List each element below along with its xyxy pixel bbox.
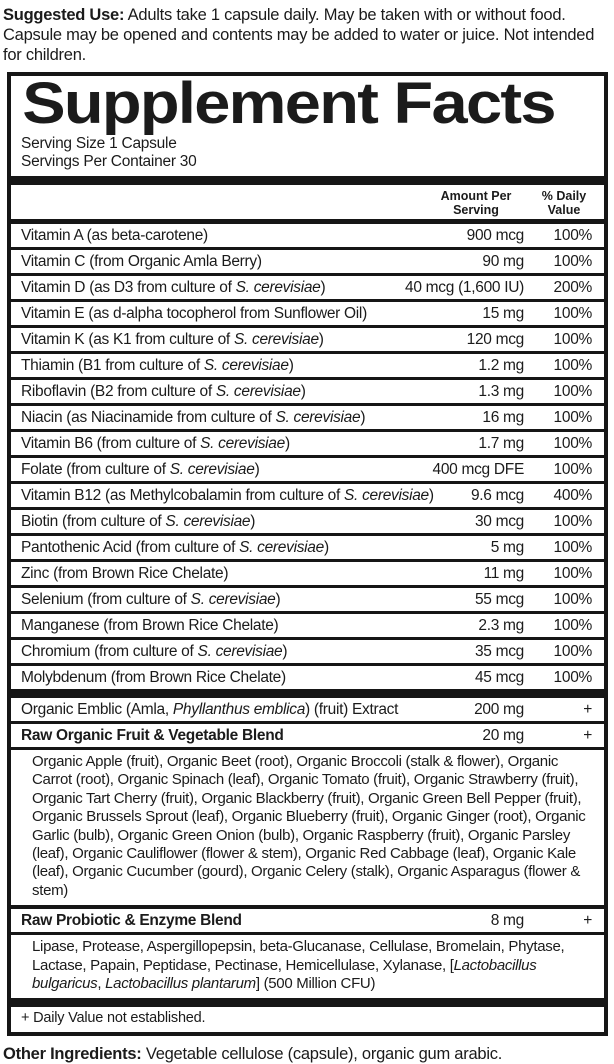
ingredient-row-amount: 200 mg: [474, 701, 524, 718]
nutrient-row-daily-value: 100%: [553, 357, 592, 374]
column-header-amount: Amount Per Serving: [440, 189, 512, 217]
nutrient-row-daily-value: 400%: [553, 487, 592, 504]
nutrient-row-amount: 11 mg: [483, 565, 524, 582]
divider-bar-bottom: [11, 998, 604, 1007]
blend-table: [11, 698, 604, 998]
nutrient-row-amount: 16 mg: [482, 409, 524, 426]
nutrient-row-amount: 2.3 mg: [478, 617, 524, 634]
nutrient-row-daily-value: 100%: [553, 253, 592, 270]
nutrient-row: [11, 403, 604, 429]
nutrient-row-amount: 120 mcg: [466, 331, 524, 348]
suggested-use-label: Suggested Use:: [3, 6, 125, 24]
nutrient-row: [11, 429, 604, 455]
nutrient-row-amount: 55 mcg: [474, 591, 524, 608]
nutrient-row-name: Vitamin B12 (as Methylcobalamin from culture of S. cerevisiae): [21, 487, 434, 504]
nutrient-row: [11, 224, 604, 247]
nutrient-row-amount: 30 mcg: [474, 513, 524, 530]
daily-value-footnote: + Daily Value not established.: [21, 1010, 206, 1027]
other-ingredients: [0, 1041, 614, 1064]
nutrient-row-daily-value: 100%: [553, 591, 592, 608]
nutrient-row: [11, 481, 604, 507]
ingredient-row-daily-value: +: [583, 912, 592, 930]
nutrient-row-daily-value: 100%: [553, 539, 592, 556]
nutrient-row: [11, 663, 604, 689]
nutrient-row-daily-value: 100%: [553, 513, 592, 530]
nutrient-row: [11, 611, 604, 637]
nutrient-row-daily-value: 100%: [553, 409, 592, 426]
nutrient-row-amount: 1.3 mg: [478, 383, 524, 400]
nutrient-row: [11, 299, 604, 325]
panel-title: Supplement Facts: [22, 72, 555, 136]
nutrient-row-amount: 400 mcg DFE: [432, 461, 524, 478]
nutrient-row-amount: 35 mcg: [474, 643, 524, 660]
other-ingredients-label: Other Ingredients:: [3, 1045, 142, 1064]
nutrient-row-name: Folate (from culture of S. cerevisiae): [21, 461, 260, 478]
nutrient-row-daily-value: 100%: [553, 435, 592, 452]
nutrient-row-daily-value: 100%: [553, 565, 592, 582]
nutrient-row-daily-value: 100%: [553, 227, 592, 244]
divider-bar-top: [11, 176, 604, 185]
table-header: [11, 185, 604, 224]
nutrient-row-daily-value: 200%: [553, 279, 592, 296]
nutrient-row-daily-value: 100%: [553, 383, 592, 400]
nutrient-row-name: Selenium (from culture of S. cerevisiae): [21, 591, 281, 608]
nutrient-row-name: Vitamin B6 (from culture of S. cerevisiae): [21, 435, 290, 452]
nutrient-row-amount: 90 mg: [482, 253, 524, 270]
nutrient-row-daily-value: 100%: [553, 643, 592, 660]
nutrient-row-daily-value: 100%: [553, 305, 592, 322]
nutrient-row: [11, 325, 604, 351]
nutrient-row-name: Vitamin E (as d-alpha tocopherol from Sunflower Oil): [21, 305, 367, 322]
column-header-daily-value: % Daily Value: [541, 189, 587, 217]
nutrient-row: [11, 585, 604, 611]
ingredient-row-name: Raw Probiotic & Enzyme Blend: [21, 912, 242, 930]
nutrient-row-amount: 1.7 mg: [478, 435, 524, 452]
nutrient-row: [11, 559, 604, 585]
nutrient-row-daily-value: 100%: [553, 461, 592, 478]
nutrient-row-amount: 45 mcg: [474, 669, 524, 686]
blend-ingredients-list: Organic Apple (fruit), Organic Beet (root), Organic Broccoli (stalk & flower), Organic Carrot (root), Organic Spinach (leaf), Organic Tomato (fruit), Organic Strawberry (fruit), Organic Tart Cherry (fruit), Organic Blackberry (fruit), Organic Green Bell Pepper (fruit), Organic Brussels Sprout (leaf), Organic Blueberry (fruit), Organic Ginger (root), Organic Garlic (bulb), Organic Green Onion (bulb), Organic Raspberry (fruit), Organic Parsley (leaf), Organic Cauliflower (flower & stem), Organic Red Cabbage (leaf), Organic Kale (leaf), Organic Cucumber (gourd), Organic Celery (stalk), Organic Asparagus (flower & stem): [11, 747, 604, 905]
nutrient-row-name: Thiamin (B1 from culture of S. cerevisiae): [21, 357, 294, 374]
nutrient-row-name: Zinc (from Brown Rice Chelate): [21, 565, 229, 582]
ingredient-row-name: Organic Emblic (Amla, Phyllanthus emblica) (fruit) Extract: [21, 701, 399, 718]
nutrient-row: [11, 247, 604, 273]
ingredient-row: [11, 721, 604, 747]
nutrient-row-name: Biotin (from culture of S. cerevisiae): [21, 513, 256, 530]
ingredient-row-amount: 8 mg: [490, 912, 524, 930]
nutrient-row-amount: 15 mg: [482, 305, 524, 322]
suggested-use-text: Adults take 1 capsule daily. May be taken with or without food. Capsule may be opened and contents may be added to water or juice. Not intended for children.: [3, 6, 595, 64]
nutrient-row: [11, 637, 604, 663]
nutrient-row-daily-value: 100%: [553, 331, 592, 348]
servings-per-container: Servings Per Container 30: [21, 153, 197, 170]
nutrient-row-amount: 40 mcg (1,600 IU): [405, 279, 524, 296]
ingredient-row: [11, 905, 604, 932]
nutrient-row: [11, 377, 604, 403]
ingredient-row: [11, 698, 604, 721]
nutrient-row-daily-value: 100%: [553, 617, 592, 634]
ingredient-row-amount: 20 mg: [482, 727, 524, 744]
serving-size: Serving Size 1 Capsule: [21, 135, 177, 152]
nutrient-row-name: Molybdenum (from Brown Rice Chelate): [21, 669, 286, 686]
nutrient-row-amount: 5 mg: [490, 539, 524, 556]
suggested-use: [0, 0, 614, 71]
nutrient-row-name: Chromium (from culture of S. cerevisiae): [21, 643, 288, 660]
ingredient-row-name: Raw Organic Fruit & Vegetable Blend: [21, 727, 284, 744]
nutrient-row-name: Vitamin A (as beta-carotene): [21, 227, 208, 244]
nutrient-row-name: Vitamin K (as K1 from culture of S. cerevisiae): [21, 331, 324, 348]
nutrient-row-name: Vitamin D (as D3 from culture of S. cerevisiae): [21, 279, 326, 296]
nutrient-row: [11, 507, 604, 533]
other-ingredients-text: Vegetable cellulose (capsule), organic gum arabic.: [145, 1045, 503, 1064]
nutrient-row: [11, 351, 604, 377]
nutrient-row: [11, 533, 604, 559]
ingredient-row-daily-value: +: [583, 727, 592, 744]
nutrient-row-amount: 900 mcg: [466, 227, 524, 244]
nutrient-row: [11, 273, 604, 299]
nutrient-table: [11, 224, 604, 689]
divider-bar-middle: [11, 689, 604, 698]
nutrient-row-amount: 9.6 mcg: [470, 487, 524, 504]
nutrient-row-name: Niacin (as Niacinamide from culture of S. cerevisiae): [21, 409, 366, 426]
nutrient-row-name: Riboflavin (B2 from culture of S. cerevisiae): [21, 383, 306, 400]
nutrient-row-name: Vitamin C (from Organic Amla Berry): [21, 253, 262, 270]
supplement-facts-panel: [7, 72, 608, 1036]
ingredient-row-daily-value: +: [583, 701, 592, 718]
blend-ingredients-list: Lipase, Protease, Aspergillopepsin, beta-Glucanase, Cellulase, Bromelain, Phytase, Lactase, Papain, Peptidase, Pectinase, Hemicellulase, Xylanase, [Lactobacillus bulgaricus, Lactobacillus plantarum] (500 Million CFU): [11, 932, 604, 998]
nutrient-row-daily-value: 100%: [553, 669, 592, 686]
nutrient-row: [11, 455, 604, 481]
nutrient-row-name: Pantothenic Acid (from culture of S. cerevisiae): [21, 539, 329, 556]
nutrient-row-amount: 1.2 mg: [478, 357, 524, 374]
nutrient-row-name: Manganese (from Brown Rice Chelate): [21, 617, 279, 634]
